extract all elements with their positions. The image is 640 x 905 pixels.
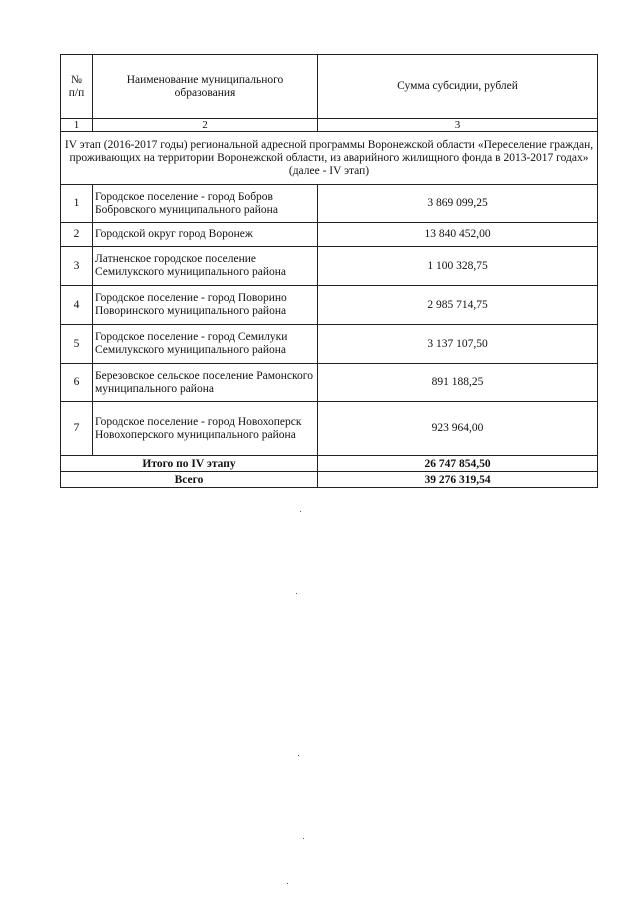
row-number: 7 — [61, 402, 93, 456]
subsidy-amount: 923 964,00 — [318, 402, 598, 456]
column-number: 2 — [93, 119, 318, 132]
row-number: 3 — [61, 247, 93, 286]
total-row — [61, 472, 598, 488]
subtotal-label: Итого по IV этапу — [61, 456, 318, 472]
row-number: 2 — [61, 223, 93, 247]
row-number: 1 — [61, 185, 93, 223]
subsidy-amount: 3 869 099,25 — [318, 185, 598, 223]
subtotal-row — [61, 456, 598, 472]
subsidy-table — [60, 54, 598, 488]
municipality-name: Городское поселение - город Поворино Поворинского муниципального района — [93, 286, 318, 325]
scan-speck — [287, 883, 288, 884]
municipality-name: Березовское сельское поселение Рамонского муниципального района — [93, 364, 318, 402]
header-sum: Сумма субсидии, рублей — [318, 55, 598, 119]
subsidy-amount: 891 188,25 — [318, 364, 598, 402]
subtotal-value: 26 747 854,50 — [318, 456, 598, 472]
header-name: Наименование муниципального образования — [93, 55, 318, 119]
subsidy-amount: 1 100 328,75 — [318, 247, 598, 286]
header-row — [61, 55, 598, 119]
scan-speck — [298, 755, 299, 756]
table-row — [61, 247, 598, 286]
municipality-name: Латненское городское поселение Семилукского муниципального района — [93, 247, 318, 286]
stage-title-row — [61, 132, 598, 185]
column-number-row — [61, 119, 598, 132]
scan-speck — [300, 511, 301, 512]
row-number: 6 — [61, 364, 93, 402]
total-value: 39 276 319,54 — [318, 472, 598, 488]
scan-speck — [296, 593, 297, 594]
scan-speck — [303, 838, 304, 839]
row-number: 5 — [61, 325, 93, 364]
subsidy-amount: 13 840 452,00 — [318, 223, 598, 247]
table-row — [61, 325, 598, 364]
stage-title: IV этап (2016-2017 годы) региональной адресной программы Воронежской области «Переселение граждан, проживающих на территории Воронежской области, из аварийного жилищного фонда в 2013-2017 годах» (далее - IV этап) — [61, 132, 598, 185]
subsidy-amount: 3 137 107,50 — [318, 325, 598, 364]
column-number: 1 — [61, 119, 93, 132]
municipality-name: Городское поселение - город Бобров Бобровского муниципального района — [93, 185, 318, 223]
table-row — [61, 402, 598, 456]
table-row — [61, 286, 598, 325]
municipality-name: Городской округ город Воронеж — [93, 223, 318, 247]
row-number: 4 — [61, 286, 93, 325]
table-row — [61, 223, 598, 247]
column-number: 3 — [318, 119, 598, 132]
municipality-name: Городское поселение - город Новохоперск Новохоперского муниципального района — [93, 402, 318, 456]
table-row — [61, 185, 598, 223]
municipality-name: Городское поселение - город Семилуки Семилукского муниципального района — [93, 325, 318, 364]
total-label: Всего — [61, 472, 318, 488]
table-row — [61, 364, 598, 402]
subsidy-amount: 2 985 714,75 — [318, 286, 598, 325]
header-num: № п/п — [61, 55, 93, 119]
